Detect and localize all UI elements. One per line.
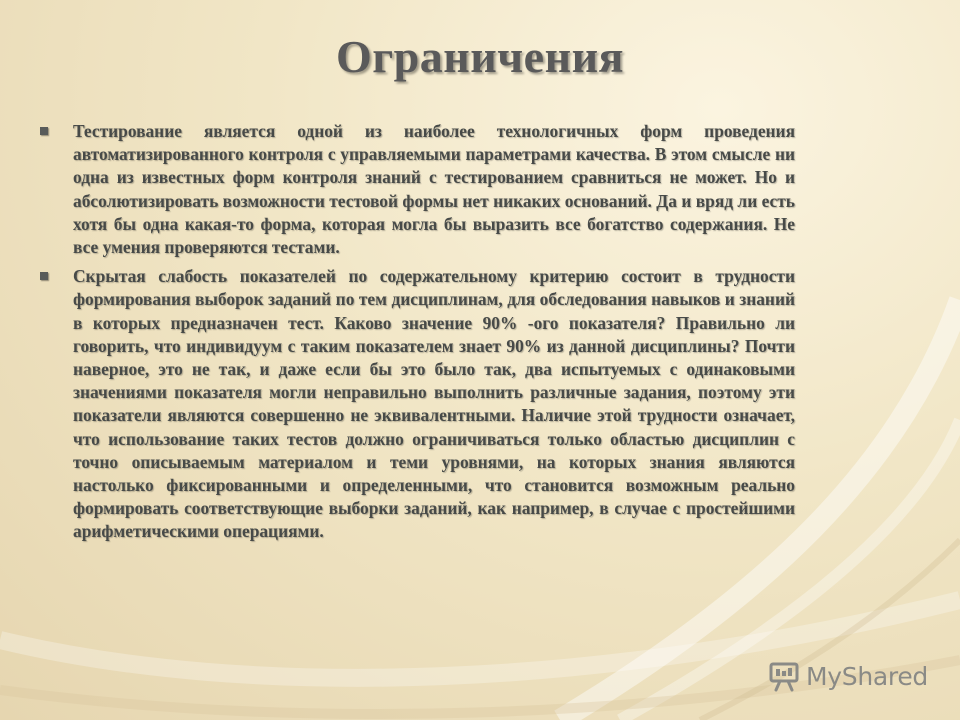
bullet-text: Скрытая слабость показателей по содержательному критерию состоит в трудности формирования выборок заданий по тем дисциплинам, для обследования навыков и знаний в которых предназначен тест. Каково значение 90% -ого показателя? Правильно ли говорить, что индивидуум с таким показателем знает 90% из данной дисциплины? Почти наверное, это не так, и даже если бы это было так, два испытуемых с одинаковыми значениями показателя могли неправильно выполнить различные задания, поэтому эти показатели являются совершенно не эквивалентными. Наличие этой трудности означает, что использование таких тестов должно ограничиваться только областью дисциплин с точно описываемым материалом и теми уровнями, на которых знания являются настолько фиксированными и определенными, что становится возможным реально формировать соответствующие выборки заданий, как например, в случае с простейшими арифметическими операциями. xyxy=(73,266,795,542)
slide-title: Ограничения xyxy=(335,31,624,82)
bullet-item xyxy=(40,265,795,543)
watermark-label: MyShared xyxy=(806,661,928,691)
presentation-board-icon xyxy=(768,660,800,692)
bullet-item xyxy=(40,120,795,259)
myshared-watermark xyxy=(768,656,928,696)
bullet-text: Тестирование является одной из наиболее технологичных форм проведения автоматизированного контроля с управляемыми параметрами качества. В этом смысле ни одна из известных форм контроля знаний с тестированием сравниться не может. Но и абсолютизировать возможности тестовой формы нет никаких оснований. Да и вряд ли есть хотя бы одна какая-то форма, которая могла бы выразить все богатство содержания. Не все умения проверяются тестами. xyxy=(73,121,795,258)
square-bullet-icon xyxy=(40,272,48,280)
bullet-list xyxy=(40,120,795,550)
square-bullet-icon xyxy=(40,127,48,135)
